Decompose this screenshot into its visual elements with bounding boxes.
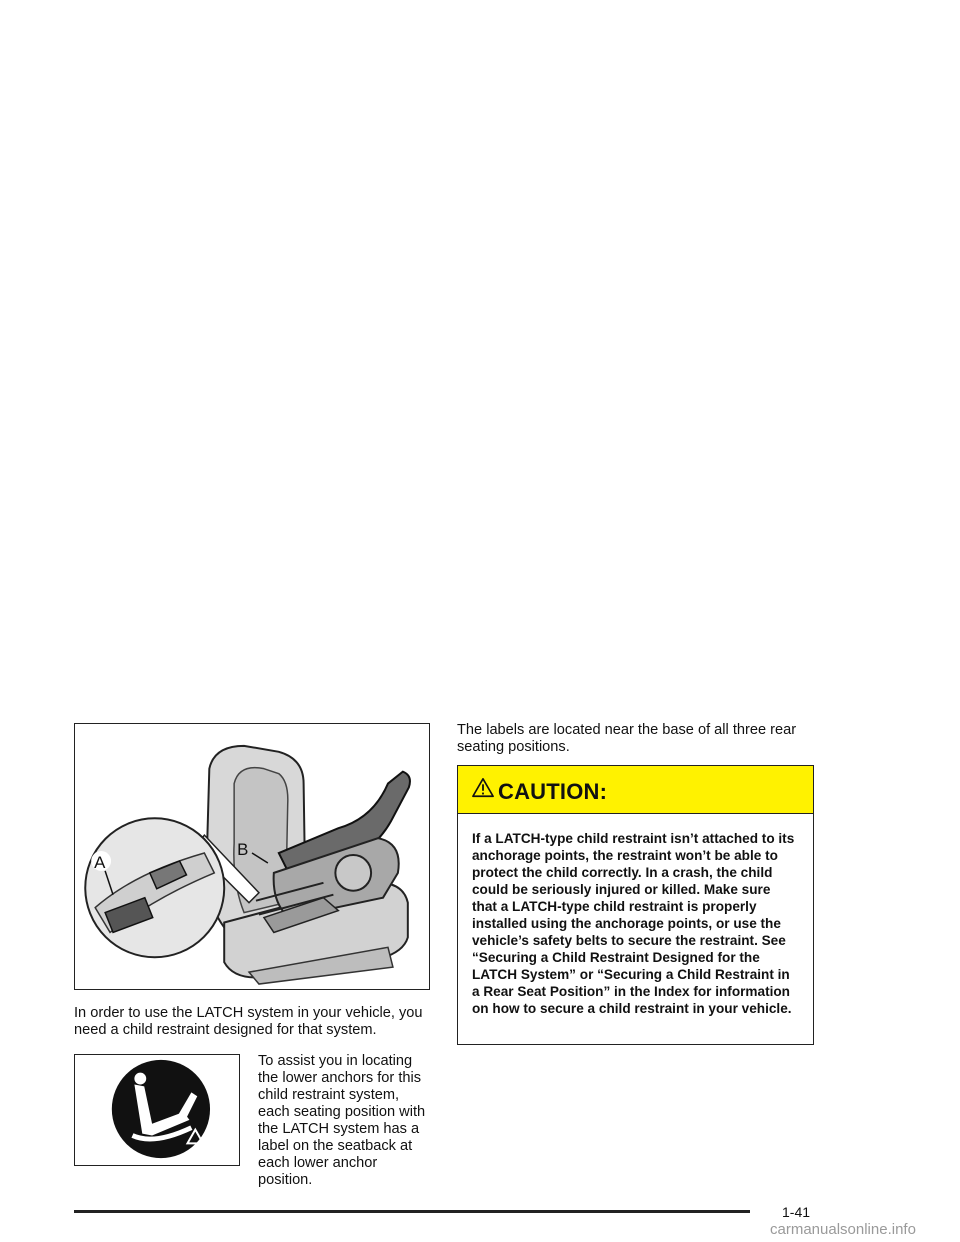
child-seat-illustration — [74, 723, 430, 990]
caution-title: CAUTION: — [498, 778, 608, 804]
label-a: A — [94, 852, 106, 872]
caution-box — [457, 765, 814, 1045]
paragraph-label-location: The labels are located near the base of all three rear seating positions. — [457, 722, 797, 755]
caution-header — [458, 766, 813, 814]
page-number: 1-41 — [782, 1204, 811, 1220]
caution-text: If a LATCH-type child restraint isn’t attached to its anchorage points, the restraint won’t be able to protect the child correctly. In a crash, the child could be seriously injured or killed. Make sure that a LATCH-type child restraint is properly installed using the anchorage points, or use the vehicle’s safety belts to secure the restraint. See “Securing a Child Restraint Designed for the LATCH System” or “Securing a Child Restraint in a Rear Seat Position” in the Index for information on how to secure a child restraint in your vehicle. — [472, 831, 795, 1016]
latch-label-illustration — [74, 1054, 240, 1166]
footer-rule — [74, 1210, 750, 1213]
label-b: B — [237, 840, 249, 860]
watermark: carmanualsonline.info — [770, 1221, 916, 1238]
paragraph-lower-anchor-label: To assist you in locating the lower anchors for this child restraint system, each seating position with the LATCH system has a label on the seatback at each lower anchor position. — [258, 1053, 426, 1188]
paragraph-latch-intro: In order to use the LATCH system in your vehicle, you need a child restraint designed for that system. — [74, 1005, 423, 1038]
warning-triangle-icon — [472, 777, 494, 799]
child-seat-drawing — [75, 724, 429, 989]
latch-seat-symbol-icon — [75, 1055, 239, 1165]
